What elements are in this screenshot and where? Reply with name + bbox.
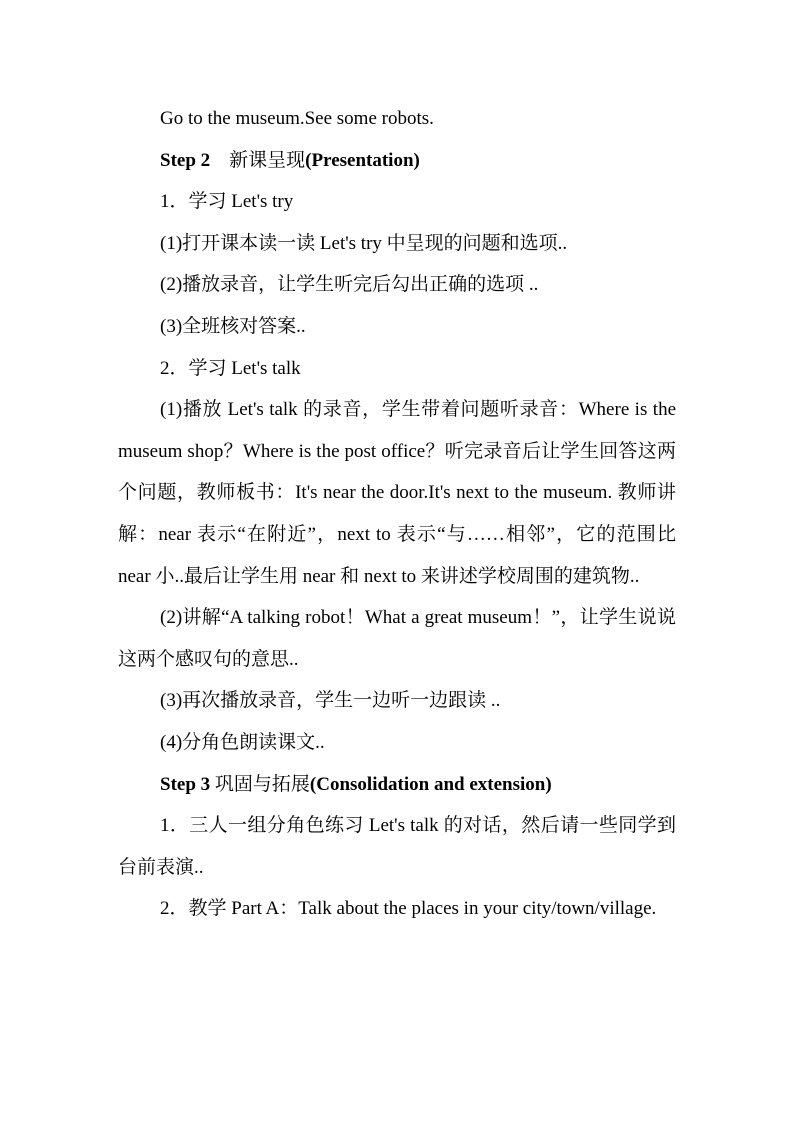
step-3-title-cn: 巩固与拓展	[210, 773, 310, 795]
step-3-item-1: 1．三人一组分角色练习 Let's talk 的对话，然后请一些同学到台前表演..	[118, 815, 676, 878]
section-2-heading: 2．学习 Let's talk	[160, 357, 301, 379]
step-2-title-en: (Presentation)	[305, 149, 420, 171]
step-3-item-2: 2．教学 Part A：Talk about the places in your city/town/village.	[160, 898, 657, 920]
section-1-item-2: (2)播放录音，让学生听完后勾出正确的选项 ..	[160, 274, 539, 296]
section-1-item-3: (3)全班核对答案..	[160, 315, 306, 337]
paragraph-intro: Go to the museum.See some robots.	[160, 108, 434, 129]
step-3-label: Step 3	[160, 773, 211, 795]
section-2-item-3: (3)再次播放录音，学生一边听一边跟读 ..	[160, 690, 501, 712]
step-2-label: Step 2	[160, 149, 211, 171]
section-2-item-4: (4)分角色朗读课文..	[160, 731, 325, 753]
section-1-item-1: (1)打开课本读一读 Let's try 中呈现的问题和选项..	[160, 232, 568, 254]
step-3-title-en: (Consolidation and extension)	[309, 773, 552, 795]
section-2-item-1: (1)播放 Let's talk 的录音，学生带着问题听录音：Where is the museum shop？Where is the post office？听完录音后让学生回答这两个问题，教师板书：It's near the door.It's next to the museum. 教师讲解：near 表示“在附近”，next to 表示“与……相邻”，它的范围比 near 小..最后让学生用 near 和 next to 来讲述学校周围的建筑物..	[118, 399, 676, 587]
document-page	[118, 98, 676, 930]
section-2-item-2: (2)讲解“A talking robot！What a great museum！”，让学生说说这两个感叹句的意思..	[118, 607, 676, 670]
step-2-title-cn: 新课呈现	[229, 149, 306, 171]
section-1-heading: 1．学习 Let's try	[160, 191, 294, 213]
step-3-heading	[118, 764, 676, 806]
step-2-heading	[118, 140, 676, 182]
step-2-spacer	[210, 150, 229, 171]
